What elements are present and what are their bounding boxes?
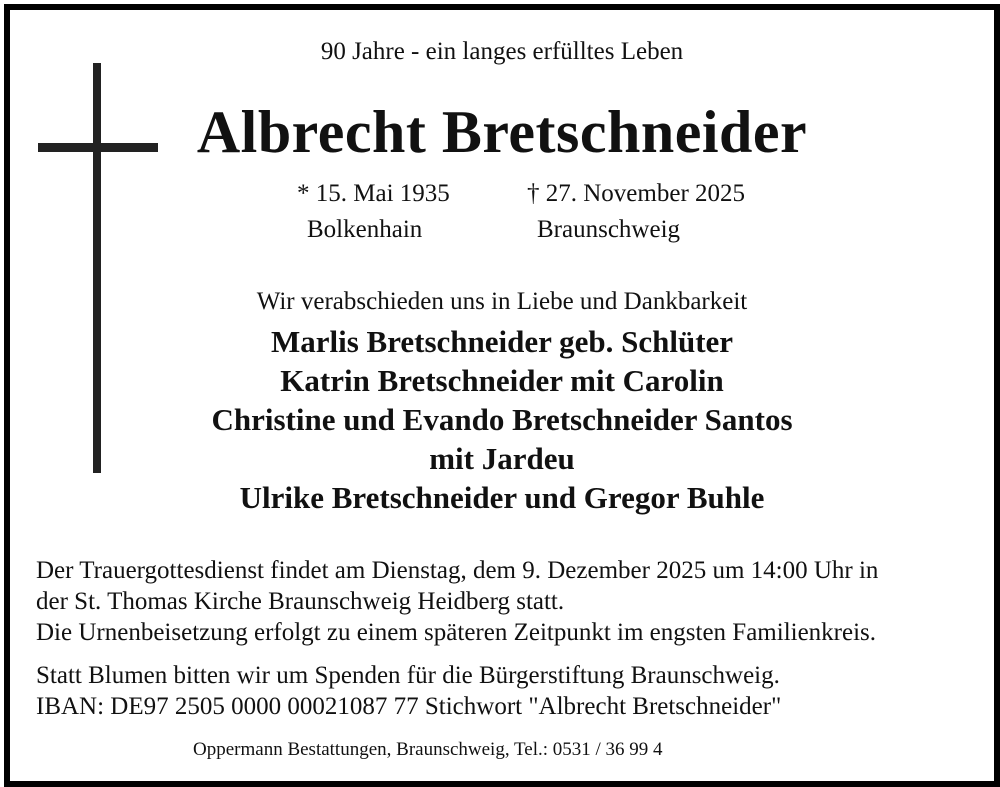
mourner-line: Marlis Bretschneider geb. Schlüter (270, 324, 734, 359)
donation-line: Statt Blumen bitten wir um Spenden für die Bürgerstiftung Braunschweig. (36, 662, 780, 689)
death-place: Braunschweig (537, 216, 681, 243)
service-line: Der Trauergottesdienst findet am Dienstag, dem 9. Dezember 2025 um 14:00 Uhr in (36, 557, 879, 584)
birth-date: * 15. Mai 1935 (297, 180, 450, 207)
donation-line: IBAN: DE97 2505 0000 00021087 77 Stichwort "Albrecht Bretschneider" (36, 693, 782, 720)
funeral-home-footer: Oppermann Bestattungen, Braunschweig, Tel.: 0531 / 36 99 4 (193, 739, 663, 760)
obituary-notice (4, 4, 1000, 787)
mourner-line: mit Jardeu (429, 441, 575, 476)
life-places (10, 216, 994, 244)
mourner-line: Katrin Bretschneider mit Carolin (280, 363, 724, 398)
birth-place: Bolkenhain (307, 216, 423, 243)
life-dates (10, 180, 994, 208)
mourner-line: Christine und Evando Bretschneider Santos (211, 402, 793, 437)
donation-info (36, 660, 976, 722)
farewell-line: Wir verabschieden uns in Liebe und Dankbarkeit (256, 288, 748, 315)
service-info (36, 555, 976, 648)
age-header: 90 Jahre - ein langes erfülltes Leben (320, 38, 684, 65)
service-line: Die Urnenbeisetzung erfolgt zu einem späteren Zeitpunkt im engsten Familienkreis. (36, 619, 877, 646)
deceased-name: Albrecht Bretschneider (196, 99, 808, 165)
mourners-list (10, 322, 994, 517)
mourner-line: Ulrike Bretschneider und Gregor Buhle (239, 480, 765, 515)
death-date: † 27. November 2025 (527, 180, 746, 207)
service-line: der St. Thomas Kirche Braunschweig Heidberg statt. (36, 588, 565, 615)
